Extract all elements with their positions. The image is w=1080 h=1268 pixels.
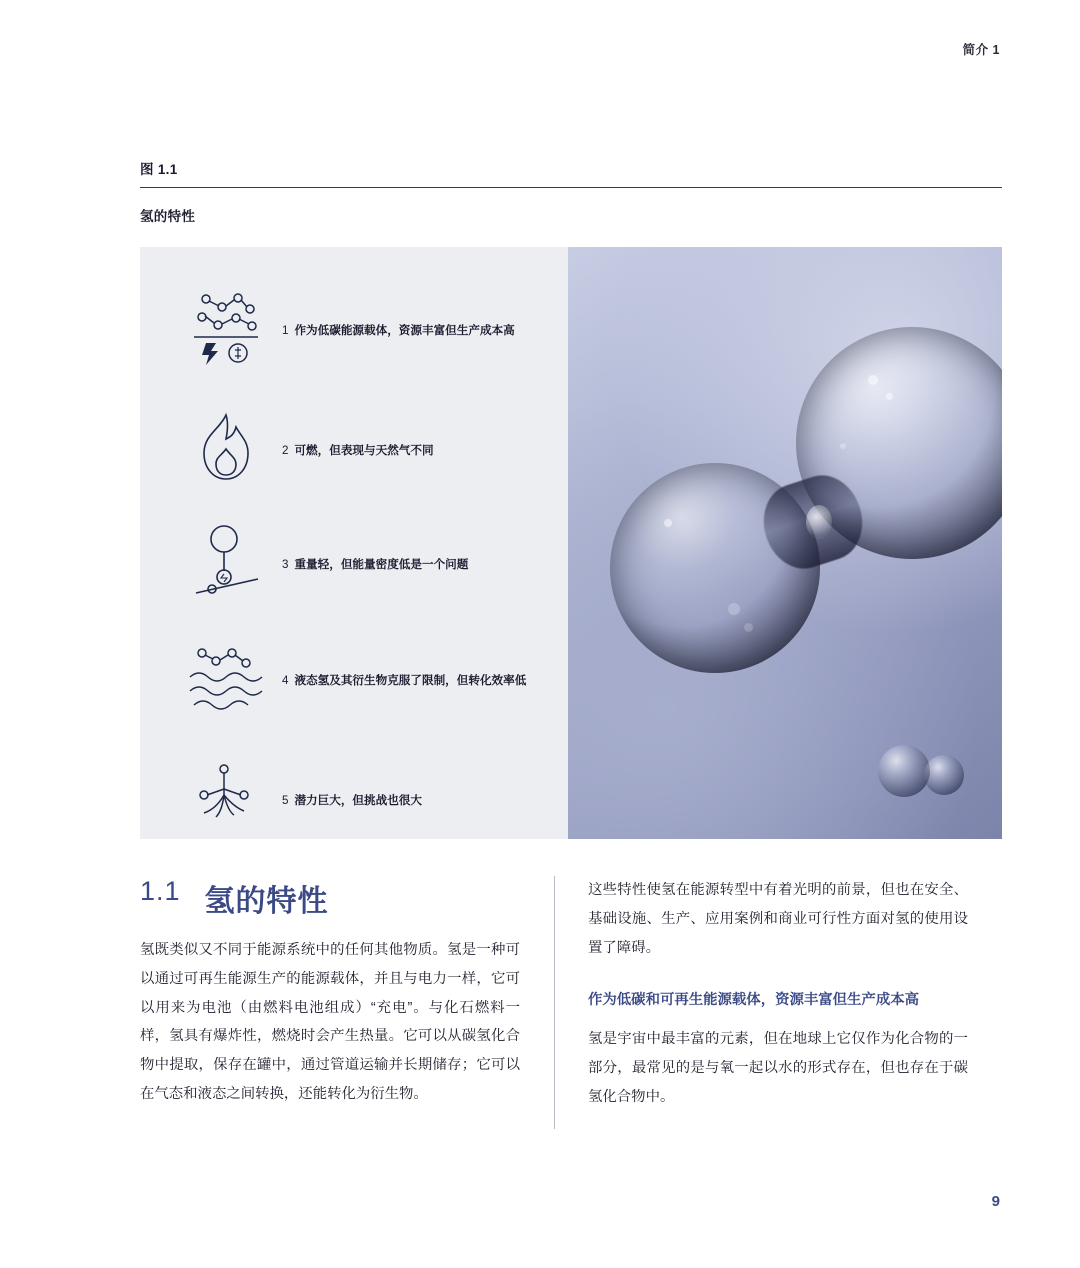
bubble-small-right (924, 755, 964, 795)
two-column-text (140, 876, 1002, 1129)
bubble-neck-highlight (806, 505, 832, 539)
list-item-text (282, 442, 434, 460)
bubble-large-lower (610, 463, 820, 673)
column-left (140, 876, 554, 1129)
bubble-speck (868, 375, 878, 385)
balloon-weight-icon (180, 519, 272, 611)
list-item-number: 2 (282, 444, 289, 458)
list-item-text (282, 672, 526, 690)
page-title (140, 876, 520, 920)
bubble-speck (886, 393, 893, 400)
list-item (180, 285, 560, 377)
list-item (180, 405, 560, 497)
list-item (180, 635, 560, 727)
bubble-speck (664, 519, 672, 527)
molecules-cost-icon (180, 285, 272, 377)
section-title: 氢的特性 (204, 885, 329, 918)
list-item-label: 可燃，但表现与天然气不同 (294, 444, 434, 458)
figure-body (140, 247, 1002, 839)
figure-divider-rule (140, 187, 1002, 188)
page-number: 9 (991, 1193, 1000, 1210)
list-item-label: 液态氢及其衍生物克服了限制，但转化效率低 (294, 674, 527, 688)
bubble-speck (840, 443, 846, 449)
list-item-text (282, 556, 468, 574)
list-item-text (282, 322, 515, 340)
flame-icon (180, 405, 272, 497)
liquid-waves-icon (180, 635, 272, 727)
column-divider (554, 876, 555, 1129)
bubble-speck (744, 623, 753, 632)
left-body-paragraph: 氢既类似又不同于能源系统中的任何其他物质。氢是一种可以通过可再生能源生产的能源载体，并且与电力一样，它可以用来为电池（由燃料电池组成）“充电”。与化石燃料一样，氢具有爆炸性，燃烧时会产生热量。它可以从碳氢化合物中提取，保存在罐中，通过管道运输并长期储存；它可以在气态和液态之间转换，还能转化为衍生物。 (140, 942, 520, 1103)
list-item-number: 3 (282, 558, 289, 572)
list-item-number: 5 (282, 794, 289, 808)
figure-label: 图 1.1 (140, 162, 178, 177)
figure-title: 氢的特性 (140, 209, 196, 224)
column-right (588, 876, 968, 1129)
right-body-paragraph-2: 氢是宇宙中最丰富的元素，但在地球上它仅作为化合物的一部分，最常见的是与氧一起以水的形式存在，但也存在于碳氢化合物中。 (588, 1030, 968, 1105)
list-item (180, 755, 560, 847)
list-item-text (282, 792, 422, 810)
list-item-label: 作为低碳能源载体，资源丰富但生产成本高 (294, 324, 515, 338)
list-item (180, 519, 560, 611)
section-number: 1.1 (140, 876, 181, 906)
list-item-label: 重量轻，但能量密度低是一个问题 (294, 558, 469, 572)
figure-block (140, 158, 1002, 839)
subsection-heading: 作为低碳和可再生能源载体，资源丰富但生产成本高 (588, 992, 919, 1009)
list-item-number: 4 (282, 674, 289, 688)
list-item-label: 潜力巨大，但挑战也很大 (294, 794, 422, 808)
bubble-speck (728, 603, 740, 615)
bubble-small-left (878, 745, 930, 797)
list-item-number: 1 (282, 324, 289, 338)
hydrogen-bubbles-photo (568, 247, 1002, 839)
running-header: 简介 1 (962, 43, 1000, 57)
right-body-paragraph-1: 这些特性使氢在能源转型中有着光明的前景，但也在安全、基础设施、生产、应用案例和商业可行性方面对氢的使用设置了障碍。 (588, 882, 968, 956)
figure-bullets-panel (140, 247, 568, 839)
branching-molecule-icon (180, 755, 272, 847)
